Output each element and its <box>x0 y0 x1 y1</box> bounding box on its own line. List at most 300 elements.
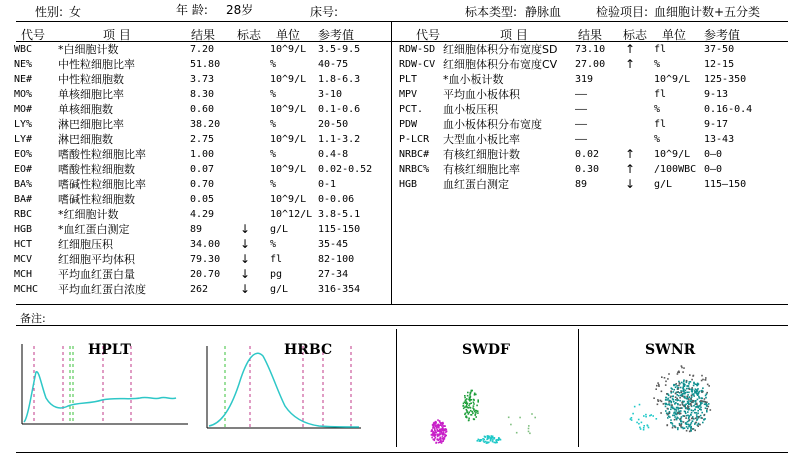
wdf-dot <box>475 416 477 418</box>
wnr-dot <box>706 411 708 413</box>
wnr-dot <box>675 393 677 395</box>
wdf-dot <box>489 436 491 438</box>
cell-item: 平均血红蛋白浓度 <box>58 283 146 296</box>
wdf-dot <box>437 436 439 438</box>
wdf-dot <box>436 427 438 429</box>
cell-flag: ↓ <box>625 177 636 191</box>
wnr-dot <box>667 398 669 400</box>
wnr-dot <box>672 425 674 427</box>
wnr-dot <box>666 412 668 414</box>
wnr-dot <box>661 376 663 378</box>
wdf-dot <box>477 412 479 414</box>
wnr-dot <box>648 427 650 429</box>
wnr-dot <box>685 392 687 394</box>
cell-ref: 3-10 <box>318 89 343 100</box>
wnr-dot <box>668 401 670 403</box>
wdf-dot <box>441 442 443 444</box>
wnr-dot <box>697 413 699 415</box>
wnr-dot <box>698 393 700 395</box>
cell-unit: fl <box>654 44 667 55</box>
table-row <box>0 237 797 252</box>
table-row <box>0 57 797 72</box>
wnr-dot <box>656 385 658 387</box>
cell-code: RDW-SD <box>399 44 436 55</box>
wdf-dot <box>529 433 531 435</box>
cell-code: HCT <box>14 239 33 250</box>
table-row <box>0 222 797 237</box>
cell-result: —— <box>575 104 588 115</box>
wnr-dot <box>672 423 674 425</box>
cell-flag: ↓ <box>240 252 251 266</box>
wdf-dot <box>436 432 438 434</box>
wnr-dot <box>695 422 697 424</box>
wnr-dot <box>686 396 688 398</box>
wnr-dot <box>676 410 678 412</box>
wnr-dot <box>660 412 662 414</box>
wnr-dot <box>680 407 682 409</box>
wnr-dot <box>638 423 640 425</box>
cell-item: 有核红细胞比率 <box>443 163 520 176</box>
table-row <box>0 192 797 207</box>
wdf-dot <box>467 392 469 394</box>
cell-code: EO% <box>14 149 33 160</box>
wdf-dot <box>433 426 435 428</box>
cell-result: 73.10 <box>575 44 606 55</box>
cell-code: P-LCR <box>399 134 430 145</box>
wdf-dot <box>479 440 481 442</box>
wnr-dot <box>677 413 679 415</box>
wnr-dot <box>674 416 676 418</box>
col-unit-left: 单位 <box>276 28 301 42</box>
cell-result: 34.00 <box>190 239 221 250</box>
wnr-dot <box>675 396 677 398</box>
wnr-dot <box>632 413 634 415</box>
wnr-dot <box>686 430 688 432</box>
wnr-dot <box>672 427 674 429</box>
cell-code: NE% <box>14 59 33 70</box>
cell-ref: 27-34 <box>318 269 349 280</box>
cell-flag: ↓ <box>240 282 251 296</box>
plt-histogram-title: HPLT <box>88 342 131 358</box>
cell-unit: g/L <box>270 284 289 295</box>
wnr-dot <box>686 380 688 382</box>
wnr-dot <box>670 396 672 398</box>
cell-item: *白细胞计数 <box>58 43 119 56</box>
wnr-dot <box>670 419 672 421</box>
wnr-dot <box>679 392 681 394</box>
cell-unit: /100WBC <box>654 164 697 175</box>
cell-code: MPV <box>399 89 418 100</box>
cell-unit: 10^9/L <box>270 194 307 205</box>
wnr-dot <box>708 403 710 405</box>
wnr-dot <box>674 403 676 405</box>
wdf-dot <box>528 428 530 430</box>
wnr-dot <box>695 383 697 385</box>
wdf-dot <box>435 437 437 439</box>
cell-item: 嗜碱性粒细胞比率 <box>58 178 146 191</box>
wnr-dot <box>687 428 689 430</box>
cell-code: MO% <box>14 89 33 100</box>
wdf-dot <box>496 439 498 441</box>
wnr-dot <box>704 379 706 381</box>
wnr-dot <box>684 427 686 429</box>
cell-unit: 10^9/L <box>270 134 307 145</box>
cell-ref: 82-100 <box>318 254 355 265</box>
age-label: 年 龄: <box>176 3 208 17</box>
wnr-dot <box>688 392 690 394</box>
wdf-dot <box>442 436 444 438</box>
cell-result: 2.75 <box>190 134 215 145</box>
wdf-dot <box>431 429 433 431</box>
cell-ref: 9-17 <box>704 119 729 130</box>
wnr-dot <box>702 422 704 424</box>
wdf-dot <box>440 422 442 424</box>
cell-unit: % <box>270 149 277 160</box>
wnr-dot <box>667 417 669 419</box>
cell-code: MCH <box>14 269 33 280</box>
col-flag-left: 标志 <box>237 28 262 42</box>
wdf-dot <box>463 405 465 407</box>
wdf-dot <box>464 395 466 397</box>
wdf-dot <box>465 413 467 415</box>
wnr-dot <box>675 383 677 385</box>
cell-unit: 10^9/L <box>270 44 307 55</box>
sample-type-label: 标本类型: <box>465 5 518 19</box>
col-ref-left: 参考值 <box>318 28 355 42</box>
wdf-dot <box>480 439 482 441</box>
cell-code: PCT. <box>399 104 424 115</box>
wnr-dot <box>670 409 672 411</box>
wdf-dot <box>473 399 475 401</box>
wnr-dot <box>671 404 673 406</box>
cell-ref: 0.1-0.6 <box>318 104 361 115</box>
age-value: 28岁 <box>226 3 254 17</box>
wnr-dot <box>667 408 669 410</box>
wnr-dot <box>665 397 667 399</box>
wdf-dot <box>531 413 533 415</box>
cell-code: HGB <box>399 179 418 190</box>
wnr-dot <box>701 380 703 382</box>
wnr-dot <box>706 392 708 394</box>
cell-unit: g/L <box>654 179 673 190</box>
cell-code: EO# <box>14 164 33 175</box>
wnr-dot <box>699 391 701 393</box>
wnr-scatter-title: SWNR <box>645 342 696 358</box>
wnr-dot <box>707 384 709 386</box>
cell-code: PLT <box>399 74 418 85</box>
cell-item: 单核细胞数 <box>58 103 113 116</box>
wnr-dot <box>672 395 674 397</box>
wnr-dot <box>704 398 706 400</box>
wdf-dot <box>433 435 435 437</box>
wnr-dot <box>690 424 692 426</box>
wnr-dot <box>690 389 692 391</box>
wnr-dot <box>674 414 676 416</box>
cell-ref: 1.8-6.3 <box>318 74 361 85</box>
cell-item: 红细胞体积分布宽度CV <box>443 58 558 71</box>
cell-ref: 0-1 <box>318 179 337 190</box>
wdf-dot <box>483 439 485 441</box>
cell-unit: % <box>270 119 277 130</box>
wdf-dot <box>471 411 473 413</box>
wnr-dot <box>677 373 679 375</box>
wnr-dot <box>702 379 704 381</box>
wdf-dot <box>485 441 487 443</box>
cell-item: 嗜酸性粒细胞数 <box>58 163 135 176</box>
cell-ref: 316-354 <box>318 284 361 295</box>
wnr-dot <box>656 418 658 420</box>
wnr-dot <box>645 416 647 418</box>
wnr-dot <box>691 379 693 381</box>
wdf-dot <box>438 424 440 426</box>
wnr-dot <box>666 425 668 427</box>
wdf-dot <box>490 440 492 442</box>
wnr-dot <box>701 402 703 404</box>
wnr-dot <box>693 393 695 395</box>
cell-item: 淋巴细胞比率 <box>58 118 124 131</box>
test-item-value: 血细胞计数+五分类 <box>654 5 761 19</box>
wnr-dot <box>645 414 647 416</box>
cell-result: 89 <box>190 224 203 235</box>
cell-code: HGB <box>14 224 33 235</box>
wdf-dot <box>438 430 440 432</box>
wnr-dot <box>643 415 645 417</box>
wnr-dot <box>676 394 678 396</box>
wnr-dot <box>694 404 696 406</box>
wnr-dot <box>702 387 704 389</box>
wdf-dot <box>470 414 472 416</box>
cell-unit: % <box>270 179 277 190</box>
wnr-dot <box>657 404 659 406</box>
wnr-dot <box>658 384 660 386</box>
wnr-dot <box>691 387 693 389</box>
cell-result: 0.05 <box>190 194 215 205</box>
wnr-dot <box>641 422 643 424</box>
wnr-dot <box>697 399 699 401</box>
wnr-dot <box>670 422 672 424</box>
wdf-dot <box>466 416 468 418</box>
wnr-dot <box>675 386 677 388</box>
cell-unit: 10^9/L <box>270 74 307 85</box>
wnr-dot <box>682 387 684 389</box>
wnr-dot <box>676 398 678 400</box>
wnr-dot <box>674 409 676 411</box>
table-row <box>0 162 797 177</box>
wnr-dot <box>661 391 663 393</box>
wdf-dot <box>500 439 502 441</box>
wnr-dot <box>699 405 701 407</box>
wnr-dot <box>681 367 683 369</box>
cell-unit: g/L <box>270 224 289 235</box>
cell-flag: ↓ <box>240 237 251 251</box>
wnr-scatter-dots <box>630 365 712 432</box>
wnr-dot <box>670 391 672 393</box>
wdf-dot <box>508 417 510 419</box>
cell-result: 262 <box>190 284 209 295</box>
wdf-dot <box>433 439 435 441</box>
wdf-dot <box>519 417 521 419</box>
wnr-dot <box>701 417 703 419</box>
wdf-dot <box>435 421 437 423</box>
wnr-dot <box>674 411 676 413</box>
wnr-dot <box>692 420 694 422</box>
cell-result: 0.60 <box>190 104 215 115</box>
wnr-dot <box>683 389 685 391</box>
wdf-dot <box>475 394 477 396</box>
wnr-dot <box>684 406 686 408</box>
cell-code: BA% <box>14 179 33 190</box>
wdf-dot <box>435 423 437 425</box>
wnr-dot <box>665 410 667 412</box>
wnr-dot <box>665 404 667 406</box>
wnr-dot <box>693 400 695 402</box>
wnr-dot <box>676 407 678 409</box>
wnr-dot <box>689 388 691 390</box>
test-item-label: 检验项目: <box>596 5 649 19</box>
wnr-dot <box>636 422 638 424</box>
graph-divider-1 <box>396 329 397 447</box>
wnr-dot <box>693 382 695 384</box>
wnr-dot <box>672 399 674 401</box>
cell-result: 319 <box>575 74 594 85</box>
wnr-dot <box>658 385 660 387</box>
wdf-dot <box>470 407 472 409</box>
cell-ref: 115—150 <box>704 179 747 190</box>
cell-result: 79.30 <box>190 254 221 265</box>
wnr-dot <box>681 416 683 418</box>
wnr-dot <box>679 382 681 384</box>
table-row <box>0 147 797 162</box>
wnr-dot <box>687 385 689 387</box>
wnr-dot <box>684 386 686 388</box>
wnr-dot <box>669 411 671 413</box>
wdf-dot <box>485 436 487 438</box>
wnr-dot <box>674 426 676 428</box>
wnr-dot <box>686 424 688 426</box>
wnr-dot <box>671 392 673 394</box>
wnr-dot <box>678 399 680 401</box>
wdf-dot <box>477 440 479 442</box>
wdf-dot <box>436 428 438 430</box>
wdf-dot <box>438 426 440 428</box>
wnr-dot <box>669 400 671 402</box>
wnr-dot <box>684 415 686 417</box>
wdf-dot <box>469 394 471 396</box>
cell-ref: 0.02-0.52 <box>318 164 373 175</box>
wdf-dot <box>528 425 530 427</box>
wdf-dot <box>438 442 440 444</box>
wnr-dot <box>686 426 688 428</box>
wnr-dot <box>689 415 691 417</box>
cell-flag: ↑ <box>625 57 636 71</box>
cell-ref: 40-75 <box>318 59 349 70</box>
wnr-dot <box>672 407 674 409</box>
table-row <box>0 267 797 282</box>
wnr-dot <box>687 411 689 413</box>
wnr-dot <box>699 424 701 426</box>
wdf-dot <box>470 402 472 404</box>
col-unit-right: 单位 <box>662 28 687 42</box>
wnr-dot <box>669 412 671 414</box>
wnr-dot <box>674 419 676 421</box>
cell-ref: 12-15 <box>704 59 735 70</box>
wnr-dot <box>682 371 684 373</box>
wnr-dot <box>667 399 669 401</box>
wnr-dot <box>639 427 641 429</box>
wnr-dot <box>696 414 698 416</box>
table-row <box>0 177 797 192</box>
wnr-dot <box>663 403 665 405</box>
cell-item: *红细胞计数 <box>58 208 119 221</box>
wnr-dot <box>660 400 662 402</box>
wnr-dot <box>676 418 678 420</box>
wnr-dot <box>683 421 685 423</box>
wnr-dot <box>688 409 690 411</box>
wnr-dot <box>667 378 669 380</box>
plt-curve <box>24 372 176 422</box>
wdf-dot <box>440 424 442 426</box>
wnr-dot <box>694 430 696 432</box>
wdf-dot <box>498 437 500 439</box>
wdf-dot <box>444 425 446 427</box>
wdf-dot <box>510 424 512 426</box>
wdf-dot <box>439 431 441 433</box>
col-ref-right: 参考值 <box>704 28 741 42</box>
wdf-dot <box>432 424 434 426</box>
cell-unit: 10^12/L <box>270 209 313 220</box>
cell-ref: 9-13 <box>704 89 729 100</box>
table-row <box>0 87 797 102</box>
wnr-dot <box>685 390 687 392</box>
wnr-dot <box>658 400 660 402</box>
wdf-dot <box>441 424 443 426</box>
wnr-dot <box>702 391 704 393</box>
wnr-dot <box>676 385 678 387</box>
wnr-dot <box>693 375 695 377</box>
cell-ref: 13-43 <box>704 134 735 145</box>
cell-item: 中性粒细胞数 <box>58 73 124 86</box>
wnr-dot <box>677 417 679 419</box>
wnr-dot <box>643 429 645 431</box>
wdf-dot <box>465 402 467 404</box>
wnr-dot <box>679 425 681 427</box>
wnr-dot <box>685 413 687 415</box>
wnr-dot <box>696 419 698 421</box>
wdf-dot <box>435 442 437 444</box>
wnr-dot <box>683 383 685 385</box>
cell-unit: % <box>654 59 661 70</box>
wnr-dot <box>701 412 703 414</box>
wnr-dot <box>680 424 682 426</box>
wnr-dot <box>671 401 673 403</box>
cell-result: —— <box>575 119 588 130</box>
wnr-dot <box>697 394 699 396</box>
wnr-dot <box>694 400 696 402</box>
wnr-dot <box>691 409 693 411</box>
wnr-dot <box>696 393 698 395</box>
table-row <box>0 117 797 132</box>
table-bottom-divider <box>16 304 788 305</box>
wnr-dot <box>673 389 675 391</box>
wnr-dot <box>690 381 692 383</box>
wdf-dot <box>492 441 494 443</box>
wnr-dot <box>701 397 703 399</box>
wdf-dot <box>487 438 489 440</box>
wdf-dot <box>438 439 440 441</box>
wdf-dot <box>469 403 471 405</box>
cell-unit: fl <box>270 254 283 265</box>
wnr-dot <box>687 407 689 409</box>
